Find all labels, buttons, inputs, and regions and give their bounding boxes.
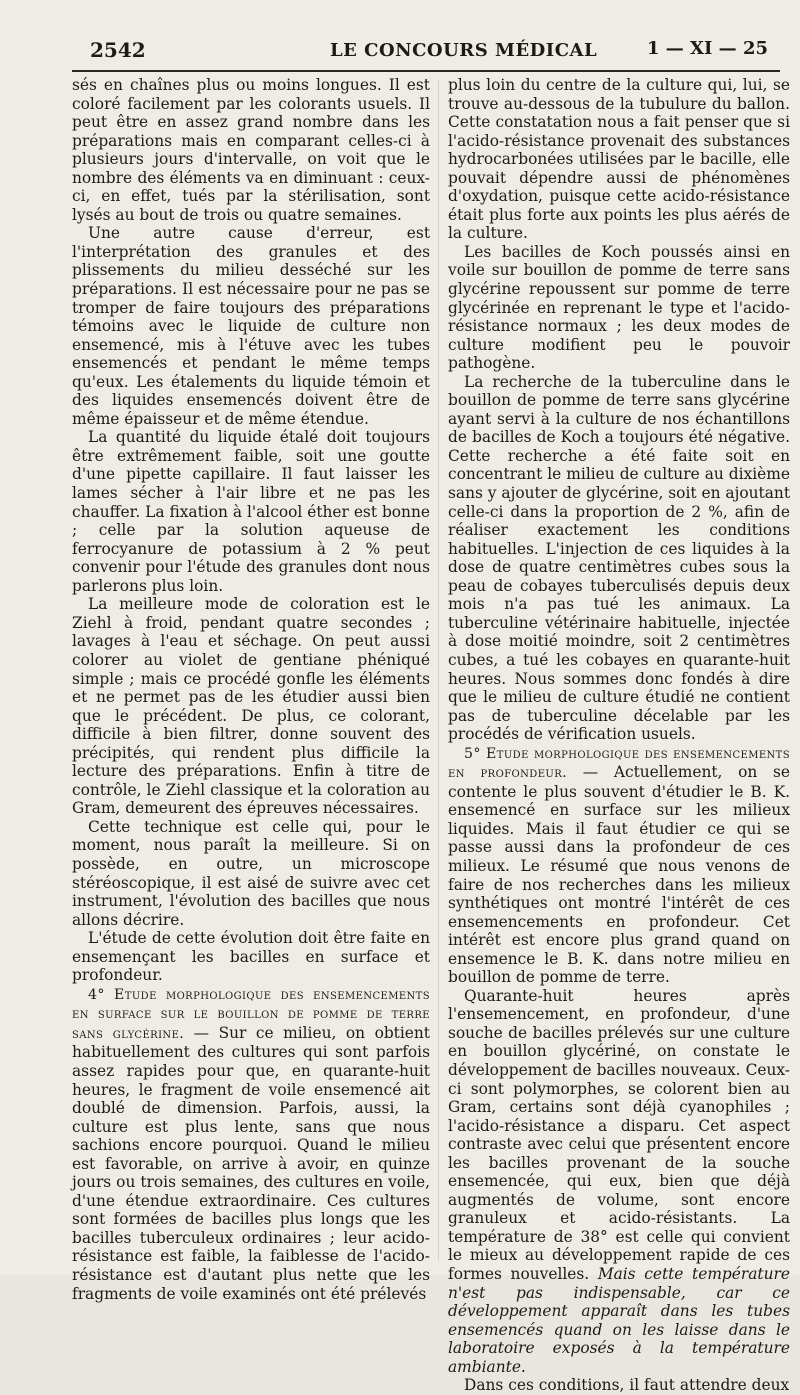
paragraph: La meilleure mode de coloration est le Ziehl à froid, pendant quatre secondes ; lavages à l'eau et séchage. On peut aussi colorer au violet de gentiane phéniqué simple ; mais ce procédé gonfle les éléments et ne permet pas de les étudier aussi bien que le précédent. De plus, ce colorant, difficile à bien filtrer, donne souvent des précipités, qui rendent plus difficile la lecture des préparations. Enfin à titre de contrôle, le Ziehl classique et la coloration au Gram, demeurent des épreuves nécessaires. xyxy=(72,595,430,818)
page-header xyxy=(90,38,770,68)
section-paragraph xyxy=(72,985,430,1303)
paragraph: La recherche de la tuberculine dans le bouillon de pomme de terre sans glycérine ayant servi à la culture de nos échantillons de bacilles de Koch a toujours été négative. Cette recherche a été faite soit en concentrant le milieu de culture au dixième sans y ajouter de glycérine, soit en ajoutant celle-ci dans la proportion de 2 %, afin de réaliser exactement les conditions habituelles. L'injection de ces liquides à la dose de quatre centimètres cubes sous la peau de cobayes tuberculisés depuis deux mois n'a pas tué les animaux. La tuberculine vétérinaire habituelle, injectée à dose moitié moindre, soit 2 centimètres cubes, a tué les cobayes en quarante-huit heures. Nous sommes donc fondés à dire que le milieu de culture étudié ne contient pas de tuberculine décelable par les procédés de vérification usuels. xyxy=(448,372,790,744)
column-gutter xyxy=(438,80,439,1260)
paragraph: Cette technique est celle qui, pour le moment, nous paraît la meilleure. Si on possède, en outre, un microscope stéréoscopique, il est aisé de suivre avec cet instrument, l'évolution des bacilles que nous allons décrire. xyxy=(72,817,430,929)
paragraph: sés en chaînes plus ou moins longues. Il est coloré facilement par les colorants usuels. Il peut être en assez grand nombre dans les préparations mais en comparant celles-ci à plusieurs jours d'intervalle, on voit que le nombre des éléments va en diminuant : ceux-ci, en effet, tués par la stérilisation, sont lysés au bout de trois ou quatre semaines. xyxy=(72,76,430,224)
section-heading: 4° Etude morphologique des ensemencements en surface sur le bouillon de pomme de terre sans glycérine. xyxy=(72,986,430,1042)
paragraph xyxy=(448,987,790,1376)
issue-date: 1 — XI — 25 xyxy=(646,38,768,59)
journal-title: LE CONCOURS MÉDICAL xyxy=(330,40,598,61)
section-heading: 5° Etude morphologique des ensemencements en profondeur. xyxy=(448,745,790,782)
header-rule xyxy=(72,70,780,72)
paragraph: Les bacilles de Koch poussés ainsi en voile sur bouillon de pomme de terre sans glycérine repoussent sur pomme de terre glycérinée en reprenant le type et l'acido-résistance normaux ; les deux modes de culture modifient peu le pouvoir pathogène. xyxy=(448,242,790,373)
paragraph-body: Quarante-huit heures après l'ensemencement, en profondeur, d'une souche de bacilles prélevés sur une culture en bouillon glycériné, on constate le développement de bacilles nouveaux. Ceux-ci sont polymorphes, se colorent bien au Gram, certains sont déjà cyanophiles ; l'acido-résistance a disparu. Cet aspect contraste avec celui que présentent encore les bacilles provenant de la souche ensemencée, qui eux, bien que déjà augmentés de volume, sont encore granuleux et acido-résistants. La température de 38° est celle qui convient le mieux au développement rapide de ces formes nouvelles. xyxy=(448,986,790,1283)
paragraph: plus loin du centre de la culture qui, lui, se trouve au-dessous de la tubulure du ballon. Cette constatation nous a fait penser que si l'acido-résistance provenait des substances hydrocarbonées utilisées par le bacille, elle pouvait dépendre aussi de phénomènes d'oxydation, puisque cette acido-résistance était plus forte aux points les plus aérés de la culture. xyxy=(448,76,790,243)
paragraph: Une autre cause d'erreur, est l'interprétation des granules et des plissements du milieu desséché sur les préparations. Il est nécessaire pour ne pas se tromper de faire toujours des préparations témoins avec le liquide de culture non ensemencé, mis à l'étuve avec les tubes ensemencés et pendant le même temps qu'eux. Les étalements du liquide témoin et des liquides ensemencés doivent être de même épaisseur et de même étendue. xyxy=(72,224,430,428)
paragraph: Dans ces conditions, il faut attendre deux xyxy=(464,1376,790,1395)
section-body: — Actuellement, on se contente le plus souvent d'étudier le B. K. ensemencé en surface sur les milieux liquides. Mais il faut étudier ce qui se passe aussi dans la profondeur de ces milieux. Le résumé que nous venons de faire de nos recherches dans les milieux synthétiques ont montré l'intérêt de ces ensemencements en profondeur. Cet intérêt est encore plus grand quand on ensemence le B. K. dans notre milieu en bouillon de pomme de terre. xyxy=(448,763,790,987)
italic-emphasis: Mais cette température n'est pas indispensable, car ce développement apparaît dans les tubes ensemencés quand on les laisse dans le laboratoire exposés à la température ambiante. xyxy=(448,1265,790,1376)
right-column xyxy=(448,76,790,1395)
left-column xyxy=(72,76,430,1303)
paragraph: L'étude de cette évolution doit être faite en ensemençant les bacilles en surface et profondeur. xyxy=(72,929,430,985)
paragraph: La quantité du liquide étalé doit toujours être extrêmement faible, soit une goutte d'une pipette capillaire. Il faut laisser les lames sécher à l'air libre et ne pas les chauffer. La fixation à l'alcool éther est bonne ; celle par la solution aqueuse de ferrocyanure de potassium à 2 % peut convenir pour l'étude des granules dont nous parlerons plus loin. xyxy=(72,428,430,595)
page-number: 2542 xyxy=(90,38,146,62)
section-body: — Sur ce milieu, on obtient habituellement des cultures qui sont parfois assez rapides pour que, en quarante-huit heures, le fragment de voile ensemencé ait doublé de dimension. Parfois, aussi, la culture est plus lente, sans que nous sachions encore pourquoi. Quand le milieu est favorable, on arrive à avoir, en quinze jours ou trois semaines, des cultures en voile, d'une étendue extraordinaire. Ces cultures sont formées de bacilles plus longs que les bacilles tuberculeux ordinaires ; leur acido-résistance est faible, la faiblesse de l'acido-résistance est d'autant plus nette que les fragments de voile examinés ont été prélevés xyxy=(72,1023,430,1303)
section-paragraph xyxy=(448,744,790,987)
